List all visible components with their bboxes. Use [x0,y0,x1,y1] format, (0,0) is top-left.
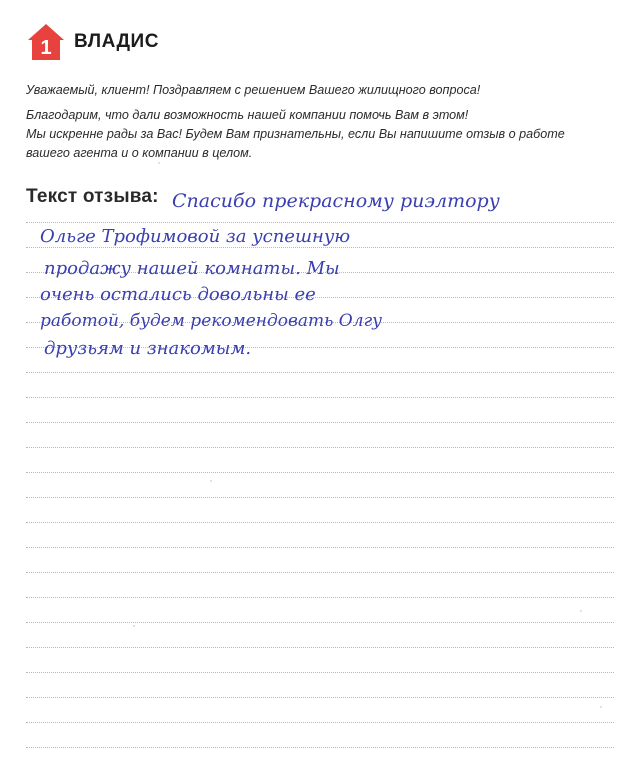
handwritten-line: друзьям и знакомым. [44,338,252,359]
intro-thanks-line-3: вашего агента и о компании в целом. [26,146,253,160]
handwritten-line: очень остались довольны ее [40,284,316,305]
ruled-lines [26,0,614,768]
ruled-line [26,247,614,248]
handwritten-line: продажу нашей комнаты. Мы [44,258,340,279]
handwritten-line: Ольге Трофимовой за успешную [40,226,351,247]
ruled-line [26,447,614,448]
scan-speck [580,610,582,612]
scan-speck [600,706,602,708]
ruled-line [26,422,614,423]
scan-speck [210,480,212,482]
ruled-line [26,497,614,498]
ruled-line [26,722,614,723]
ruled-line [26,597,614,598]
ruled-line [26,397,614,398]
ruled-line [26,622,614,623]
scan-speck [158,162,160,164]
ruled-line [26,547,614,548]
ruled-line [26,747,614,748]
intro-thanks-line-1: Благодарим, что дали возможность нашей компании помочь Вам в этом! [26,108,469,122]
ruled-line [26,697,614,698]
ruled-line [26,572,614,573]
ruled-line [26,647,614,648]
intro-greeting: Уважаемый, клиент! Поздравляем с решением Вашего жилищного вопроса! [26,83,481,97]
logo-digit: 1 [40,37,52,59]
ruled-line [26,672,614,673]
scan-speck [133,625,135,627]
ruled-line [26,372,614,373]
handwritten-line: Спасибо прекрасному риэлтору [172,190,500,212]
ruled-line [26,522,614,523]
handwritten-line: работой, будем рекомендовать Олгу [40,311,383,331]
ruled-line [26,222,614,223]
intro-thanks-line-2: Мы искренне рады за Вас! Будем Вам признательны, если Вы напишите отзыв о работе [26,127,565,141]
brand-name: ВЛАДИС [74,31,159,52]
ruled-line [26,472,614,473]
review-label: Текст отзыва: [26,186,159,207]
